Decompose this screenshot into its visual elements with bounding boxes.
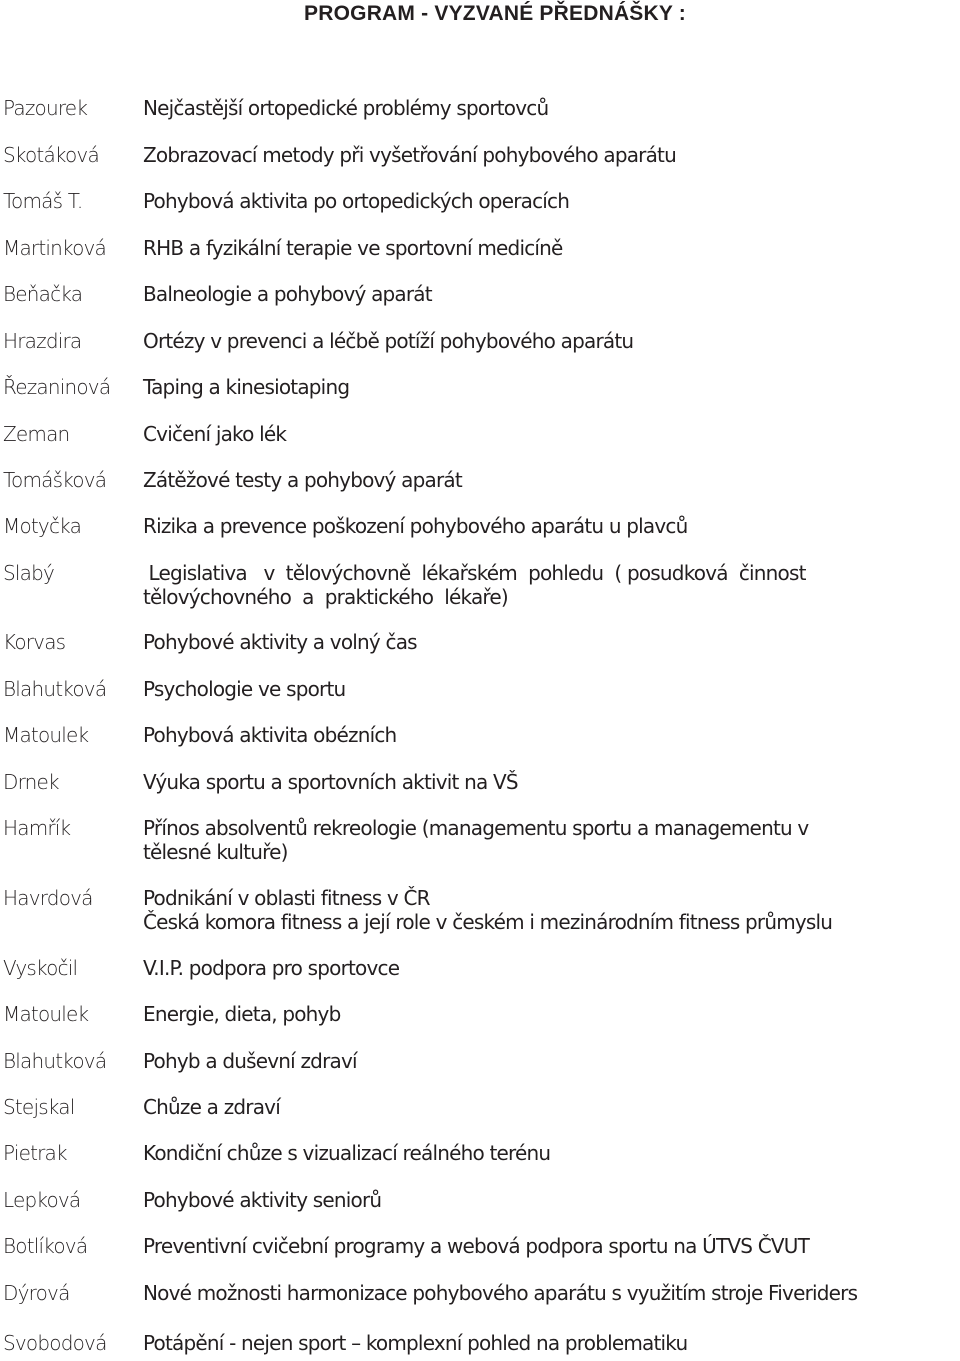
lecture-row (0, 468, 960, 498)
lecture-row (0, 329, 960, 359)
topic-line: Taping a kinesiotaping (143, 375, 350, 399)
lecture-topic (143, 1331, 687, 1355)
speaker-name: Blahutková (3, 677, 107, 701)
speaker-name: Martinková (3, 236, 107, 260)
lecture-topic (143, 561, 806, 609)
lecture-row (0, 1141, 960, 1171)
topic-line: Energie, dieta, pohyb (143, 1002, 341, 1026)
lecture-row (0, 1234, 960, 1264)
topic-line: Česká komora fitness a její role v českém i mezinárodním fitness průmyslu (143, 910, 833, 934)
lecture-row (0, 189, 960, 219)
lecture-topic (143, 514, 687, 538)
speaker-name: Dýrová (3, 1281, 70, 1305)
lecture-topic (143, 236, 563, 260)
lecture-topic (143, 886, 832, 934)
lecture-row (0, 1188, 960, 1218)
lecture-row (0, 630, 960, 660)
speaker-name: Havrdová (3, 886, 93, 910)
topic-line: V.I.P. podpora pro sportovce (143, 956, 400, 980)
speaker-name: Vyskočil (3, 956, 78, 980)
speaker-name: Hrazdira (3, 329, 82, 353)
lecture-row (0, 96, 960, 126)
topic-line: Nejčastější ortopedické problémy sportovců (143, 96, 549, 120)
lecture-row (0, 956, 960, 986)
speaker-name: Botlíková (3, 1234, 88, 1258)
topic-line: Zobrazovací metody při vyšetřování pohybového aparátu (143, 143, 676, 167)
speaker-name: Stejskal (3, 1095, 75, 1119)
lecture-topic (143, 723, 396, 747)
lecture-row (0, 514, 960, 544)
speaker-name: Pietrak (3, 1141, 67, 1165)
lecture-topic (143, 770, 518, 794)
lecture-topic (143, 282, 432, 306)
topic-line: Cvičení jako lék (143, 422, 287, 446)
lecture-row (0, 561, 960, 613)
lecture-topic (143, 1095, 280, 1119)
lecture-row (0, 1331, 960, 1361)
topic-line: Chůze a zdraví (143, 1095, 280, 1119)
lecture-row (0, 723, 960, 753)
speaker-name: Svobodová (3, 1331, 107, 1355)
lecture-topic (143, 422, 286, 446)
speaker-name: Tomášková (3, 468, 107, 492)
topic-line: Výuka sportu a sportovních aktivit na VŠ (143, 770, 518, 794)
speaker-name: Drnek (3, 770, 59, 794)
topic-line: Pohybové aktivity seniorů (143, 1188, 382, 1212)
topic-line: Kondiční chůze s vizualizací reálného terénu (143, 1141, 551, 1165)
topic-line: Pohybové aktivity a volný čas (143, 630, 417, 654)
lecture-row (0, 143, 960, 173)
speaker-name: Matoulek (3, 723, 89, 747)
topic-line: Balneologie a pohybový aparát (143, 282, 432, 306)
lecture-row (0, 770, 960, 800)
topic-line: Pohybová aktivita po ortopedických operacích (143, 189, 570, 213)
lecture-topic (143, 630, 417, 654)
topic-line: Podnikání v oblasti fitness v ČR (143, 886, 430, 910)
speaker-name: Slabý (3, 561, 55, 585)
speaker-name: Motyčka (3, 514, 82, 538)
lecture-topic (143, 1002, 340, 1026)
lecture-row (0, 1095, 960, 1125)
speaker-name: Beňačka (3, 282, 83, 306)
lecture-topic (143, 375, 349, 399)
speaker-name: Lepková (3, 1188, 81, 1212)
lecture-topic (143, 468, 462, 492)
lecture-topic (143, 1281, 857, 1305)
topic-line: Psychologie ve sportu (143, 677, 346, 701)
lecture-topic (143, 143, 676, 167)
lecture-row (0, 886, 960, 938)
topic-line: RHB a fyzikální terapie ve sportovní medicíně (143, 236, 563, 260)
lecture-topic (143, 1049, 357, 1073)
topic-line: Přínos absolventů rekreologie (managementu sportu a managementu v (143, 816, 809, 840)
lecture-row (0, 236, 960, 266)
lecture-topic (143, 329, 633, 353)
speaker-name: Matoulek (3, 1002, 89, 1026)
speaker-name: Zeman (3, 422, 70, 446)
lecture-row (0, 1281, 960, 1311)
speaker-name: Korvas (3, 630, 66, 654)
lecture-topic (143, 1188, 381, 1212)
speaker-name: Pazourek (3, 96, 88, 120)
lecture-row (0, 282, 960, 312)
lecture-topic (143, 956, 399, 980)
topic-line: tělesné kultuře) (143, 840, 288, 864)
topic-line: Zátěžové testy a pohybový aparát (143, 468, 462, 492)
topic-line: Pohybová aktivita obézních (143, 723, 397, 747)
lecture-topic (143, 677, 345, 701)
lecture-topic (143, 1234, 809, 1258)
topic-line: Rizika a prevence poškození pohybového aparátu u plavců (143, 514, 688, 538)
lecture-row (0, 422, 960, 452)
topic-line: Potápění - nejen sport – komplexní pohled na problematiku (143, 1331, 688, 1355)
lecture-topic (143, 96, 548, 120)
lecture-topic (143, 816, 808, 864)
lecture-row (0, 1002, 960, 1032)
speaker-name: Tomáš T. (3, 189, 83, 213)
speaker-name: Hamřík (3, 816, 71, 840)
topic-line: Legislativa v tělovýchovně lékařském pohledu ( posudková činnost (143, 561, 806, 585)
topic-line: Ortézy v prevenci a léčbě potíží pohybového aparátu (143, 329, 634, 353)
topic-line: Preventivní cvičební programy a webová podpora sportu na ÚTVS ČVUT (143, 1234, 810, 1258)
speaker-name: Skotáková (3, 143, 99, 167)
lecture-row (0, 375, 960, 405)
lecture-row (0, 816, 960, 868)
topic-line: tělovýchovného a praktického lékaře) (143, 585, 508, 609)
lecture-topic (143, 189, 569, 213)
speaker-name: Řezaninová (3, 375, 111, 399)
page-title: PROGRAM - VYZVANÉ PŘEDNÁŠKY : (304, 2, 686, 25)
speaker-name: Blahutková (3, 1049, 107, 1073)
topic-line: Nové možnosti harmonizace pohybového aparátu s využitím stroje Fiveriders (143, 1281, 858, 1305)
lecture-row (0, 677, 960, 707)
lecture-row (0, 1049, 960, 1079)
topic-line: Pohyb a duševní zdraví (143, 1049, 357, 1073)
lecture-topic (143, 1141, 550, 1165)
